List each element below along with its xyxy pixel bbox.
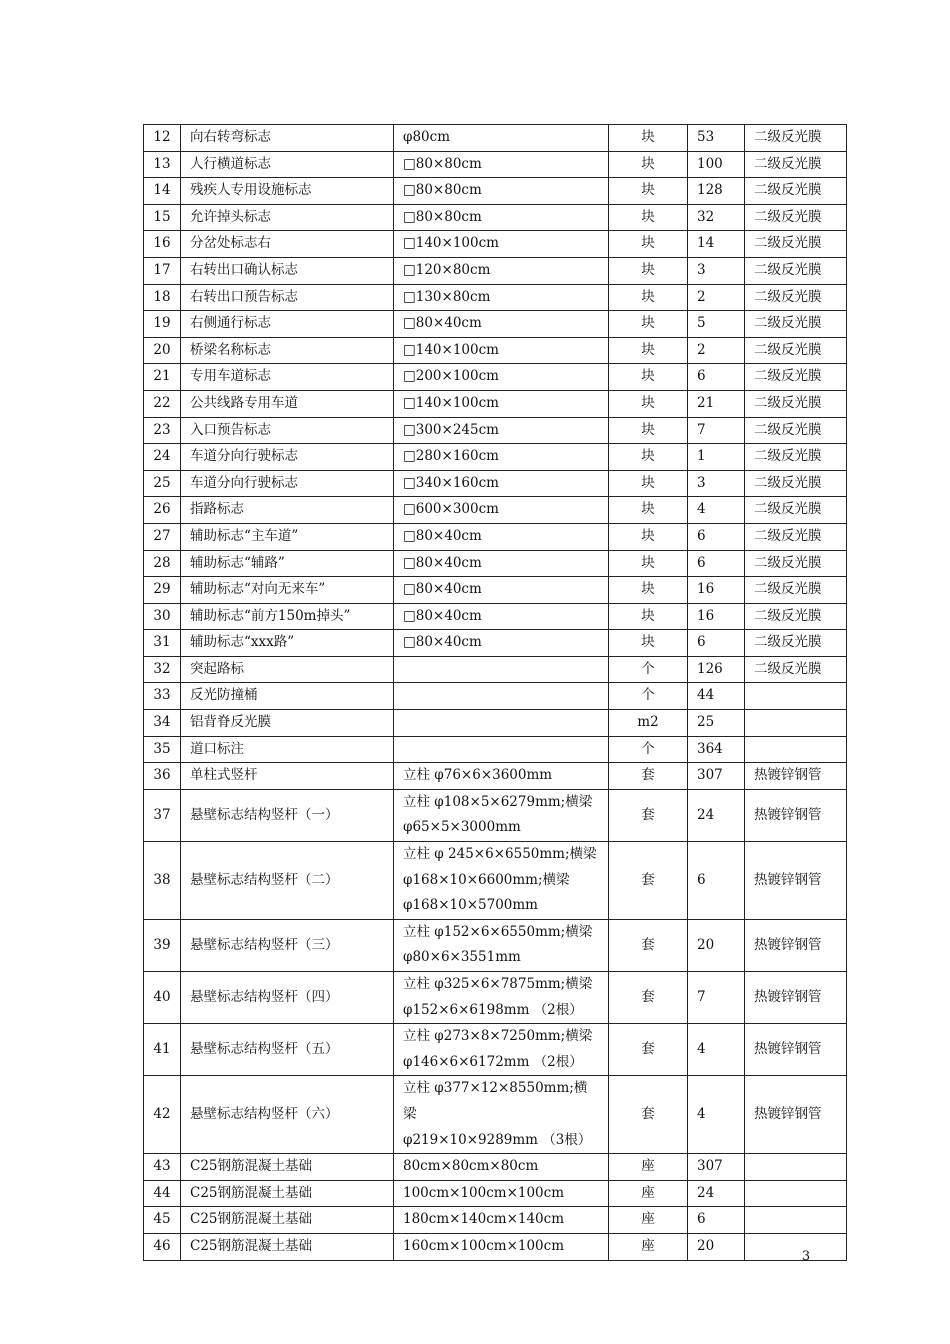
spec-line: □130×80cm bbox=[403, 288, 491, 305]
row-number-cell: 43 bbox=[144, 1154, 181, 1181]
item-name-cell: 车道分向行驶标志 bbox=[181, 444, 394, 471]
quantity-cell: 24 bbox=[688, 1180, 745, 1207]
quantity-cell: 6 bbox=[688, 364, 745, 391]
quantity-cell: 6 bbox=[688, 630, 745, 657]
item-name-cell: C25钢筋混凝土基础 bbox=[181, 1207, 394, 1234]
spec-cell bbox=[394, 125, 609, 152]
unit-cell: 座 bbox=[609, 1207, 688, 1234]
unit-cell: 个 bbox=[609, 656, 688, 683]
quantity-cell: 364 bbox=[688, 736, 745, 763]
spec-cell bbox=[394, 972, 609, 1024]
table-row bbox=[144, 1154, 847, 1181]
quantity-cell: 16 bbox=[688, 603, 745, 630]
unit-cell: 座 bbox=[609, 1154, 688, 1181]
row-number-cell: 21 bbox=[144, 364, 181, 391]
spec-line: □80×80cm bbox=[403, 155, 482, 172]
unit-cell: 套 bbox=[609, 763, 688, 790]
row-number-cell: 44 bbox=[144, 1180, 181, 1207]
table-row bbox=[144, 789, 847, 841]
spec-cell bbox=[394, 151, 609, 178]
item-name-cell: 残疾人专用设施标志 bbox=[181, 178, 394, 205]
row-number-cell: 28 bbox=[144, 550, 181, 577]
spec-cell bbox=[394, 178, 609, 205]
unit-cell: 块 bbox=[609, 523, 688, 550]
item-name-cell: 向右转弯标志 bbox=[181, 125, 394, 152]
table-row bbox=[144, 683, 847, 710]
spec-line: 立柱 φ152×6×6550mm;横梁 bbox=[403, 923, 593, 940]
unit-cell: 套 bbox=[609, 789, 688, 841]
table-row bbox=[144, 151, 847, 178]
spec-cell bbox=[394, 736, 609, 763]
spec-line: □80×80cm bbox=[403, 208, 482, 225]
table-row bbox=[144, 497, 847, 524]
spec-line: 立柱 φ273×8×7250mm;横梁 bbox=[403, 1028, 593, 1045]
unit-cell: 块 bbox=[609, 630, 688, 657]
quantity-cell: 20 bbox=[688, 919, 745, 971]
note-cell: 二级反光膜 bbox=[745, 311, 847, 338]
spec-cell bbox=[394, 630, 609, 657]
spec-cell bbox=[394, 603, 609, 630]
spec-cell bbox=[394, 550, 609, 577]
quantity-cell: 1 bbox=[688, 444, 745, 471]
quantity-cell: 4 bbox=[688, 1076, 745, 1154]
unit-cell: 块 bbox=[609, 364, 688, 391]
note-cell: 二级反光膜 bbox=[745, 284, 847, 311]
table-row bbox=[144, 417, 847, 444]
spec-cell bbox=[394, 1154, 609, 1181]
quantity-cell: 7 bbox=[688, 972, 745, 1024]
note-cell: 二级反光膜 bbox=[745, 603, 847, 630]
item-name-cell: 悬壁标志结构竖杆（六） bbox=[181, 1076, 394, 1154]
table-row bbox=[144, 577, 847, 604]
spec-cell bbox=[394, 417, 609, 444]
spec-cell bbox=[394, 656, 609, 683]
item-name-cell: 允许掉头标志 bbox=[181, 204, 394, 231]
quantity-cell: 20 bbox=[688, 1233, 745, 1260]
spec-line: 立柱 φ325×6×7875mm;横梁 bbox=[403, 976, 593, 992]
quantity-cell: 24 bbox=[688, 789, 745, 841]
spec-cell bbox=[394, 444, 609, 471]
row-number-cell: 17 bbox=[144, 257, 181, 284]
table-row bbox=[144, 125, 847, 152]
row-number-cell: 13 bbox=[144, 151, 181, 178]
item-name-cell: 反光防撞桶 bbox=[181, 683, 394, 710]
table-row bbox=[144, 972, 847, 1024]
row-number-cell: 14 bbox=[144, 178, 181, 205]
quantity-cell: 4 bbox=[688, 1024, 745, 1076]
spec-cell bbox=[394, 842, 609, 920]
unit-cell: 块 bbox=[609, 231, 688, 258]
quantity-cell: 128 bbox=[688, 178, 745, 205]
spec-line: 立柱 φ76×6×3600mm bbox=[403, 767, 553, 784]
spec-cell bbox=[394, 683, 609, 710]
table-row bbox=[144, 763, 847, 790]
item-name-cell: C25钢筋混凝土基础 bbox=[181, 1154, 394, 1181]
note-cell: 二级反光膜 bbox=[745, 231, 847, 258]
item-name-cell: C25钢筋混凝土基础 bbox=[181, 1233, 394, 1260]
unit-cell: 块 bbox=[609, 417, 688, 444]
quantity-cell: 307 bbox=[688, 1154, 745, 1181]
spec-line: φ80×6×3551mm bbox=[403, 949, 521, 966]
unit-cell: 块 bbox=[609, 577, 688, 604]
spec-line: φ168×10×5700mm bbox=[403, 897, 538, 914]
note-cell: 热镀锌钢管 bbox=[745, 789, 847, 841]
spec-line: □120×80cm bbox=[403, 261, 491, 278]
table-row bbox=[144, 284, 847, 311]
table-row bbox=[144, 257, 847, 284]
note-cell: 二级反光膜 bbox=[745, 523, 847, 550]
item-name-cell: 辅助标志“前方150m掉头” bbox=[181, 603, 394, 630]
spec-line: 立柱 φ377×12×8550mm;横梁 bbox=[403, 1080, 588, 1122]
row-number-cell: 41 bbox=[144, 1024, 181, 1076]
note-cell: 二级反光膜 bbox=[745, 125, 847, 152]
unit-cell: 套 bbox=[609, 1024, 688, 1076]
item-name-cell: 专用车道标志 bbox=[181, 364, 394, 391]
item-name-cell: 辅助标志“对向无来车” bbox=[181, 577, 394, 604]
table-row bbox=[144, 656, 847, 683]
quantity-cell: 44 bbox=[688, 683, 745, 710]
note-cell: 二级反光膜 bbox=[745, 390, 847, 417]
table-row bbox=[144, 390, 847, 417]
row-number-cell: 18 bbox=[144, 284, 181, 311]
quantity-cell: 3 bbox=[688, 257, 745, 284]
spec-line: □140×100cm bbox=[403, 394, 499, 411]
spec-cell bbox=[394, 364, 609, 391]
note-cell: 二级反光膜 bbox=[745, 257, 847, 284]
note-cell: 二级反光膜 bbox=[745, 337, 847, 364]
row-number-cell: 24 bbox=[144, 444, 181, 471]
note-cell: 二级反光膜 bbox=[745, 470, 847, 497]
note-cell: 二级反光膜 bbox=[745, 417, 847, 444]
table-row bbox=[144, 842, 847, 920]
table-row bbox=[144, 736, 847, 763]
quantity-cell: 14 bbox=[688, 231, 745, 258]
spec-line: □80×40cm bbox=[403, 634, 482, 651]
spec-cell bbox=[394, 390, 609, 417]
item-name-cell: 悬壁标志结构竖杆（二） bbox=[181, 842, 394, 920]
note-cell bbox=[745, 1180, 847, 1207]
row-number-cell: 34 bbox=[144, 710, 181, 737]
spec-line: φ152×6×6198mm （2根） bbox=[403, 1001, 583, 1018]
note-cell: 二级反光膜 bbox=[745, 577, 847, 604]
item-name-cell: 桥梁名称标志 bbox=[181, 337, 394, 364]
unit-cell: 块 bbox=[609, 603, 688, 630]
note-cell: 热镀锌钢管 bbox=[745, 1076, 847, 1154]
spec-cell bbox=[394, 497, 609, 524]
quantity-cell: 53 bbox=[688, 125, 745, 152]
note-cell: 二级反光膜 bbox=[745, 178, 847, 205]
item-name-cell: 辅助标志“辅路” bbox=[181, 550, 394, 577]
unit-cell: 块 bbox=[609, 204, 688, 231]
row-number-cell: 36 bbox=[144, 763, 181, 790]
spec-cell bbox=[394, 523, 609, 550]
row-number-cell: 25 bbox=[144, 470, 181, 497]
item-name-cell: 人行横道标志 bbox=[181, 151, 394, 178]
table-row bbox=[144, 178, 847, 205]
quantity-cell: 25 bbox=[688, 710, 745, 737]
quantity-cell: 16 bbox=[688, 577, 745, 604]
spec-line: 立柱 φ 245×6×6550mm;横梁 bbox=[403, 846, 597, 863]
quantity-cell: 32 bbox=[688, 204, 745, 231]
row-number-cell: 37 bbox=[144, 789, 181, 841]
note-cell: 二级反光膜 bbox=[745, 550, 847, 577]
spec-line: □200×100cm bbox=[403, 368, 499, 385]
row-number-cell: 29 bbox=[144, 577, 181, 604]
row-number-cell: 30 bbox=[144, 603, 181, 630]
table-row bbox=[144, 364, 847, 391]
quantity-cell: 5 bbox=[688, 311, 745, 338]
note-cell: 二级反光膜 bbox=[745, 364, 847, 391]
row-number-cell: 26 bbox=[144, 497, 181, 524]
spec-line: □140×100cm bbox=[403, 341, 499, 358]
table-row bbox=[144, 311, 847, 338]
row-number-cell: 19 bbox=[144, 311, 181, 338]
spec-cell bbox=[394, 1024, 609, 1076]
quantity-cell: 126 bbox=[688, 656, 745, 683]
note-cell: 二级反光膜 bbox=[745, 497, 847, 524]
spec-line: □280×160cm bbox=[403, 448, 499, 465]
row-number-cell: 31 bbox=[144, 630, 181, 657]
quantity-cell: 6 bbox=[688, 523, 745, 550]
unit-cell: 座 bbox=[609, 1180, 688, 1207]
row-number-cell: 45 bbox=[144, 1207, 181, 1234]
table-body bbox=[144, 125, 847, 1261]
note-cell: 热镀锌钢管 bbox=[745, 842, 847, 920]
row-number-cell: 22 bbox=[144, 390, 181, 417]
table-row bbox=[144, 630, 847, 657]
note-cell bbox=[745, 1207, 847, 1234]
unit-cell: 块 bbox=[609, 125, 688, 152]
note-cell: 热镀锌钢管 bbox=[745, 919, 847, 971]
unit-cell: 套 bbox=[609, 919, 688, 971]
item-name-cell: 车道分向行驶标志 bbox=[181, 470, 394, 497]
row-number-cell: 27 bbox=[144, 523, 181, 550]
row-number-cell: 12 bbox=[144, 125, 181, 152]
spec-cell bbox=[394, 710, 609, 737]
unit-cell: 个 bbox=[609, 736, 688, 763]
table-row bbox=[144, 550, 847, 577]
item-name-cell: 辅助标志“主车道” bbox=[181, 523, 394, 550]
table-row bbox=[144, 523, 847, 550]
item-name-cell: 入口预告标志 bbox=[181, 417, 394, 444]
spec-cell bbox=[394, 257, 609, 284]
quantity-cell: 100 bbox=[688, 151, 745, 178]
unit-cell: 套 bbox=[609, 842, 688, 920]
item-name-cell: 悬壁标志结构竖杆（一） bbox=[181, 789, 394, 841]
quantity-cell: 21 bbox=[688, 390, 745, 417]
unit-cell: 块 bbox=[609, 311, 688, 338]
item-name-cell: 右转出口预告标志 bbox=[181, 284, 394, 311]
note-cell: 热镀锌钢管 bbox=[745, 972, 847, 1024]
note-cell: 二级反光膜 bbox=[745, 630, 847, 657]
spec-line: □80×40cm bbox=[403, 527, 482, 544]
quantity-cell: 2 bbox=[688, 337, 745, 364]
row-number-cell: 23 bbox=[144, 417, 181, 444]
item-name-cell: 右侧通行标志 bbox=[181, 311, 394, 338]
spec-cell bbox=[394, 231, 609, 258]
unit-cell: 块 bbox=[609, 337, 688, 364]
spec-line: □140×100cm bbox=[403, 235, 499, 252]
item-name-cell: 分岔处标志右 bbox=[181, 231, 394, 258]
spec-cell bbox=[394, 470, 609, 497]
table-row bbox=[144, 1024, 847, 1076]
spec-cell bbox=[394, 577, 609, 604]
note-cell: 热镀锌钢管 bbox=[745, 763, 847, 790]
spec-line: φ168×10×6600mm;横梁 bbox=[403, 871, 570, 888]
spec-line: φ65×5×3000mm bbox=[403, 819, 521, 836]
table-row bbox=[144, 231, 847, 258]
unit-cell: 套 bbox=[609, 1076, 688, 1154]
table-row bbox=[144, 919, 847, 971]
unit-cell: 块 bbox=[609, 178, 688, 205]
quantity-cell: 2 bbox=[688, 284, 745, 311]
note-cell bbox=[745, 683, 847, 710]
note-cell: 热镀锌钢管 bbox=[745, 1024, 847, 1076]
unit-cell: 套 bbox=[609, 972, 688, 1024]
spec-cell bbox=[394, 1207, 609, 1234]
row-number-cell: 16 bbox=[144, 231, 181, 258]
table-row bbox=[144, 337, 847, 364]
quantity-cell: 3 bbox=[688, 470, 745, 497]
spec-line: □80×40cm bbox=[403, 581, 482, 598]
row-number-cell: 32 bbox=[144, 656, 181, 683]
quantity-cell: 6 bbox=[688, 842, 745, 920]
note-cell: 二级反光膜 bbox=[745, 204, 847, 231]
spec-line: φ146×6×6172mm （2根） bbox=[403, 1053, 583, 1070]
unit-cell: 个 bbox=[609, 683, 688, 710]
spec-line: 80cm×80cm×80cm bbox=[403, 1158, 539, 1175]
spec-line: □300×245cm bbox=[403, 421, 499, 438]
spec-line: □80×40cm bbox=[403, 315, 482, 332]
row-number-cell: 39 bbox=[144, 919, 181, 971]
spec-cell bbox=[394, 284, 609, 311]
item-name-cell: 道口标注 bbox=[181, 736, 394, 763]
row-number-cell: 20 bbox=[144, 337, 181, 364]
quantity-cell: 7 bbox=[688, 417, 745, 444]
spec-line: □80×40cm bbox=[403, 554, 482, 571]
note-cell bbox=[745, 736, 847, 763]
spec-line: 立柱 φ108×5×6279mm;横梁 bbox=[403, 793, 593, 810]
spec-line: 180cm×140cm×140cm bbox=[403, 1211, 565, 1228]
spec-cell bbox=[394, 919, 609, 971]
spec-line: 160cm×100cm×100cm bbox=[403, 1237, 565, 1254]
table-row bbox=[144, 204, 847, 231]
spec-line: □80×80cm bbox=[403, 182, 482, 199]
materials-table bbox=[143, 124, 847, 1261]
spec-cell bbox=[394, 763, 609, 790]
item-name-cell: 指路标志 bbox=[181, 497, 394, 524]
unit-cell: 块 bbox=[609, 444, 688, 471]
table-row bbox=[144, 1076, 847, 1154]
spec-cell bbox=[394, 1076, 609, 1154]
item-name-cell: 右转出口确认标志 bbox=[181, 257, 394, 284]
spec-cell bbox=[394, 1180, 609, 1207]
row-number-cell: 38 bbox=[144, 842, 181, 920]
quantity-cell: 6 bbox=[688, 1207, 745, 1234]
item-name-cell: 悬壁标志结构竖杆（五） bbox=[181, 1024, 394, 1076]
note-cell: 二级反光膜 bbox=[745, 656, 847, 683]
table-row bbox=[144, 1207, 847, 1234]
spec-line: φ80cm bbox=[403, 129, 450, 145]
unit-cell: 座 bbox=[609, 1233, 688, 1260]
quantity-cell: 307 bbox=[688, 763, 745, 790]
spec-cell bbox=[394, 789, 609, 841]
spec-cell bbox=[394, 311, 609, 338]
note-cell: 二级反光膜 bbox=[745, 151, 847, 178]
table-row bbox=[144, 1233, 847, 1260]
row-number-cell: 40 bbox=[144, 972, 181, 1024]
row-number-cell: 42 bbox=[144, 1076, 181, 1154]
spec-cell bbox=[394, 337, 609, 364]
item-name-cell: C25钢筋混凝土基础 bbox=[181, 1180, 394, 1207]
unit-cell: 块 bbox=[609, 470, 688, 497]
row-number-cell: 33 bbox=[144, 683, 181, 710]
item-name-cell: 单柱式竖杆 bbox=[181, 763, 394, 790]
item-name-cell: 公共线路专用车道 bbox=[181, 390, 394, 417]
row-number-cell: 46 bbox=[144, 1233, 181, 1260]
quantity-cell: 4 bbox=[688, 497, 745, 524]
quantity-cell: 6 bbox=[688, 550, 745, 577]
unit-cell: 块 bbox=[609, 257, 688, 284]
spec-line: □80×40cm bbox=[403, 607, 482, 624]
item-name-cell: 辅助标志“xxx路” bbox=[181, 630, 394, 657]
row-number-cell: 15 bbox=[144, 204, 181, 231]
unit-cell: 块 bbox=[609, 284, 688, 311]
spec-line: □600×300cm bbox=[403, 501, 499, 518]
spec-line: 100cm×100cm×100cm bbox=[403, 1184, 565, 1201]
page-number: 3 bbox=[801, 1249, 811, 1264]
item-name-cell: 突起路标 bbox=[181, 656, 394, 683]
table-row bbox=[144, 1180, 847, 1207]
item-name-cell: 铝背脊反光膜 bbox=[181, 710, 394, 737]
unit-cell: 块 bbox=[609, 550, 688, 577]
spec-cell bbox=[394, 204, 609, 231]
spec-line: □340×160cm bbox=[403, 474, 499, 491]
table-row bbox=[144, 603, 847, 630]
table-row bbox=[144, 470, 847, 497]
unit-cell: 块 bbox=[609, 390, 688, 417]
note-cell bbox=[745, 710, 847, 737]
spec-line: φ219×10×9289mm （3根） bbox=[403, 1131, 592, 1148]
table-row bbox=[144, 710, 847, 737]
unit-cell: 块 bbox=[609, 151, 688, 178]
row-number-cell: 35 bbox=[144, 736, 181, 763]
unit-cell: m2 bbox=[609, 710, 688, 737]
table-row bbox=[144, 444, 847, 471]
item-name-cell: 悬壁标志结构竖杆（三） bbox=[181, 919, 394, 971]
note-cell: 二级反光膜 bbox=[745, 444, 847, 471]
spec-cell bbox=[394, 1233, 609, 1260]
unit-cell: 块 bbox=[609, 497, 688, 524]
item-name-cell: 悬壁标志结构竖杆（四） bbox=[181, 972, 394, 1024]
note-cell bbox=[745, 1154, 847, 1181]
